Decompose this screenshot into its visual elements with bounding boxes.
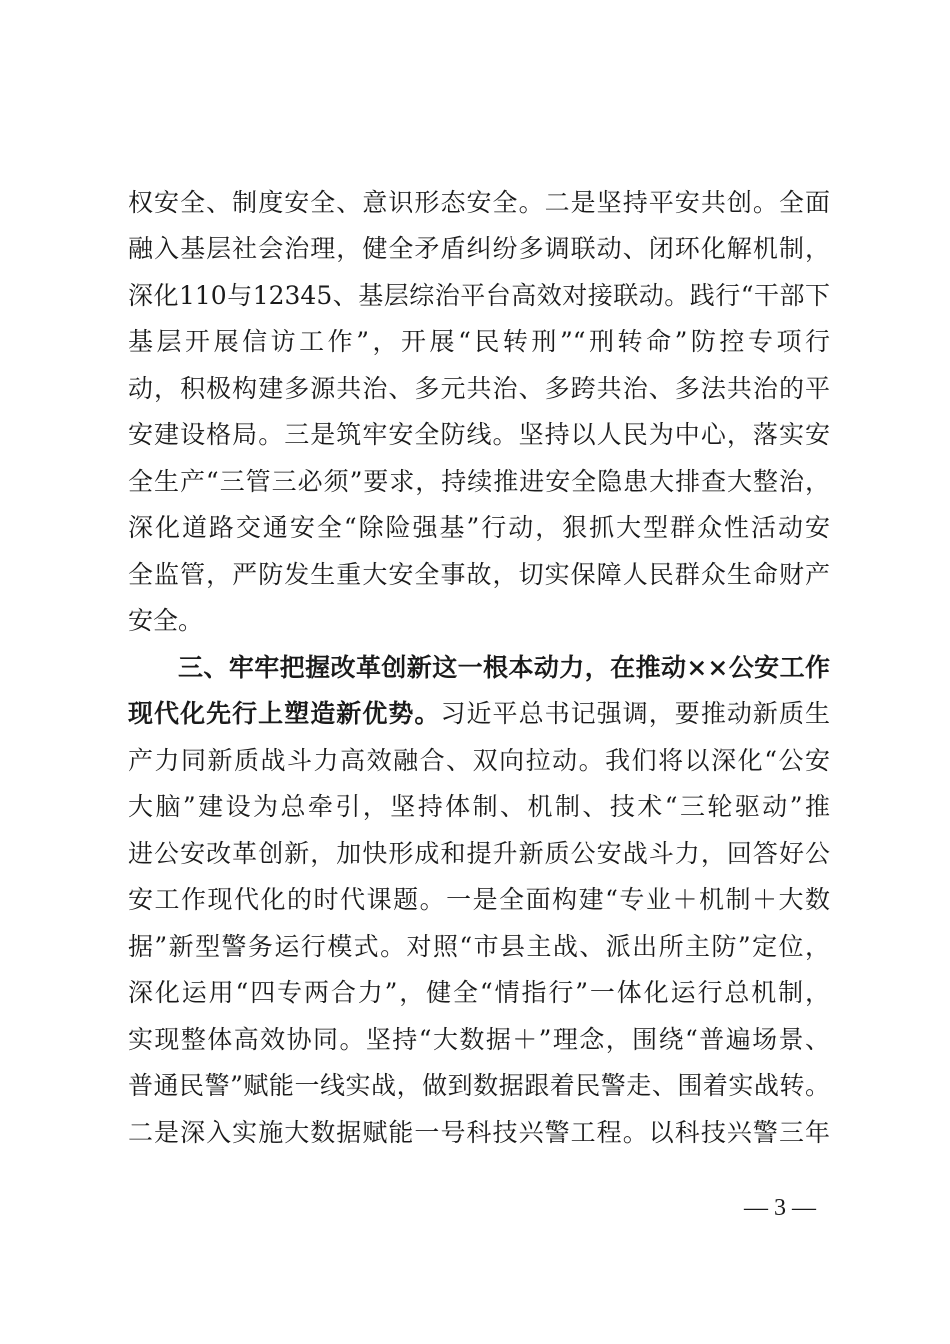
text-line: 全监管，严防发生重大安全事故，切实保障人民群众生命财产 bbox=[128, 560, 830, 589]
text-line: 安工作现代化的时代课题。一是全面构建“专业＋机制＋大数 bbox=[128, 885, 830, 914]
text-line: 权安全、制度安全、意识形态安全。二是坚持平安共创。全面 bbox=[128, 188, 830, 217]
text-line: 大脑”建设为总牵引，坚持体制、机制、技术“三轮驱动”推 bbox=[128, 792, 830, 821]
text-line: 产力同新质战斗力高效融合、双向拉动。我们将以深化“公安 bbox=[128, 746, 830, 775]
text-line: 普通民警”赋能一线实战，做到数据跟着民警走、围着实战转。 bbox=[128, 1071, 830, 1100]
section-heading: 三、牢牢把握改革创新这一根本动力，在推动××公安工作 bbox=[178, 653, 830, 682]
text-segment: 习近平总书记强调，要推动新质生 bbox=[440, 699, 830, 728]
text-line: 融入基层社会治理，健全矛盾纠纷多调联动、闭环化解机制， bbox=[128, 234, 830, 263]
text-line: 安建设格局。三是筑牢安全防线。坚持以人民为中心，落实安 bbox=[128, 420, 830, 449]
text-line: 深化道路交通安全“除险强基”行动，狠抓大型群众性活动安 bbox=[128, 513, 830, 542]
text-line: 基层开展信访工作”，开展“民转刑”“刑转命”防控专项行 bbox=[128, 327, 830, 356]
text-line: 深化110与12345、基层综治平台高效对接联动。践行“干部下 bbox=[128, 281, 830, 310]
text-line: 全生产“三管三必须”要求，持续推进安全隐患大排查大整治， bbox=[128, 467, 830, 496]
text-line: 安全。 bbox=[128, 606, 204, 635]
text-line: 深化运用“四专两合力”，健全“情指行”一体化运行总机制， bbox=[128, 978, 830, 1007]
text-line: 进公安改革创新，加快形成和提升新质公安战斗力，回答好公 bbox=[128, 839, 830, 868]
text-line: 二是深入实施大数据赋能一号科技兴警工程。以科技兴警三年 bbox=[128, 1118, 830, 1147]
text-line: 实现整体高效协同。坚持“大数据＋”理念，围绕“普遍场景、 bbox=[128, 1025, 830, 1054]
text-line bbox=[128, 694, 830, 734]
text-line: 动，积极构建多源共治、多元共治、多跨共治、多法共治的平 bbox=[128, 374, 830, 403]
text-line: 据”新型警务运行模式。对照“市县主战、派出所主防”定位， bbox=[128, 932, 830, 961]
page-number: — 3 — bbox=[744, 1195, 816, 1221]
section-heading-tail: 现代化先行上塑造新优势。 bbox=[128, 699, 441, 728]
